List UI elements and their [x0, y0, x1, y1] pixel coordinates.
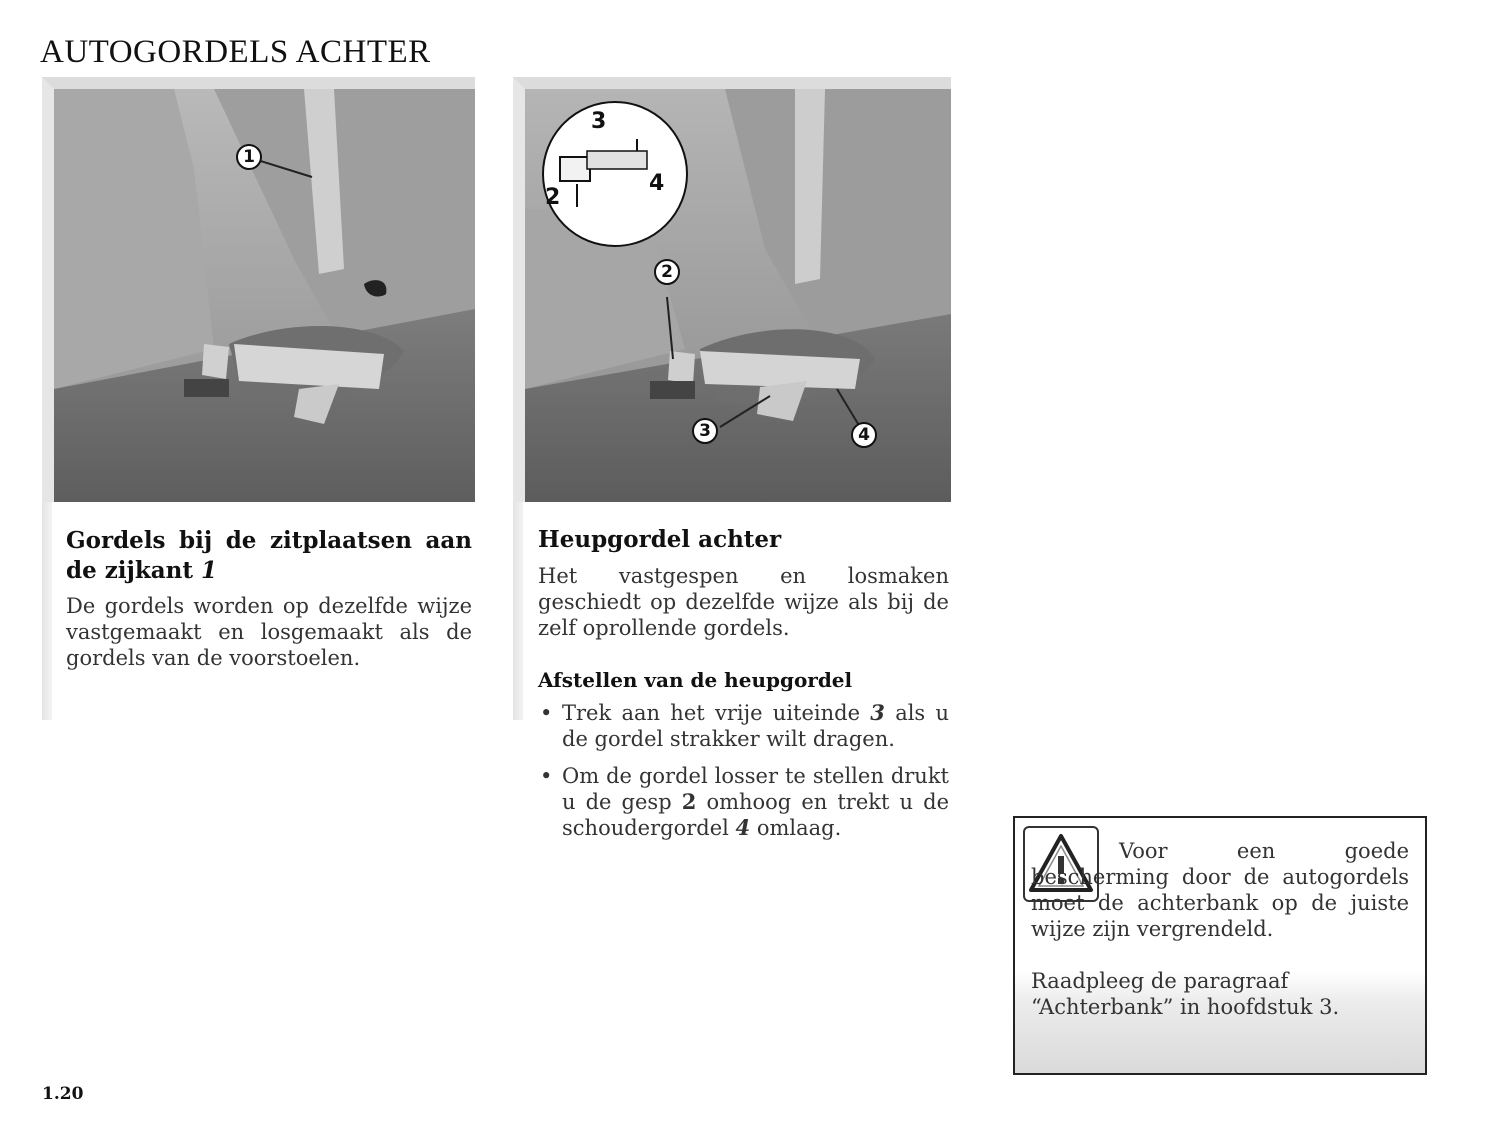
ref-2: 2 [681, 789, 697, 814]
warning-text-2: Raadpleeg de paragraaf “Achterbank” in hoofdstuk 3. [1031, 969, 1340, 1019]
rear-seat-illustration [54, 89, 475, 502]
warning-text-1: Voor een goede bescherming door de autogordels moet de achterbank op de juiste wijze zijn vergrendeld. [1031, 839, 1409, 941]
rear-seat-side-belt-photo [42, 77, 475, 502]
side-seat-belts-heading [66, 526, 472, 556]
lap-belt-adjust-heading: Afstellen van de heupgordel [538, 668, 853, 692]
rear-lap-belt-photo [513, 77, 951, 502]
side-seat-belts-heading-line2: de zijkant [66, 557, 202, 584]
page-number: 1.20 [42, 1084, 84, 1104]
lap-belt-heading: Heupgordel achter [538, 526, 782, 553]
right-column-bar [513, 500, 523, 720]
callout-3: 3 [692, 418, 718, 444]
lap-belt-adjust-list [538, 700, 949, 852]
ref-3: 3 [870, 700, 885, 725]
warning-box [1013, 816, 1427, 1075]
callout-4: 4 [851, 422, 877, 448]
inset-label-3: 3 [591, 109, 607, 134]
lap-belt-text: Het vastgespen en losmaken geschiedt op dezelfde wijze als bij de zelf oprollende gordels. [538, 564, 949, 640]
left-column-bar [42, 500, 52, 720]
callout-2: 2 [654, 259, 680, 285]
list-item: • Trek aan het vrije uiteinde 3 als u de gordel strakker wilt dragen. [538, 700, 949, 752]
list-item: • Om de gordel losser te stellen drukt u de gesp 2 omhoog en trekt u de schoudergordel 4 omlaag. [538, 763, 949, 841]
side-seat-belts-heading-ref: 1 [201, 557, 218, 584]
ref-4: 4 [735, 815, 751, 840]
page-title: AUTOGORDELS ACHTER [40, 34, 431, 70]
inset-label-4: 4 [649, 171, 665, 196]
side-seat-belts-text: De gordels worden op dezelfde wijze vastgemaakt en losgemaakt als de gordels van de voorstoelen. [66, 594, 472, 670]
rear-lap-belt-illustration [525, 89, 951, 502]
side-seat-belts-heading-2 [66, 556, 217, 586]
side-seat-belts-heading-line1: Gordels bij de zitplaatsen aan [66, 527, 472, 554]
inset-label-2: 2 [545, 185, 561, 210]
callout-1: 1 [236, 144, 262, 170]
